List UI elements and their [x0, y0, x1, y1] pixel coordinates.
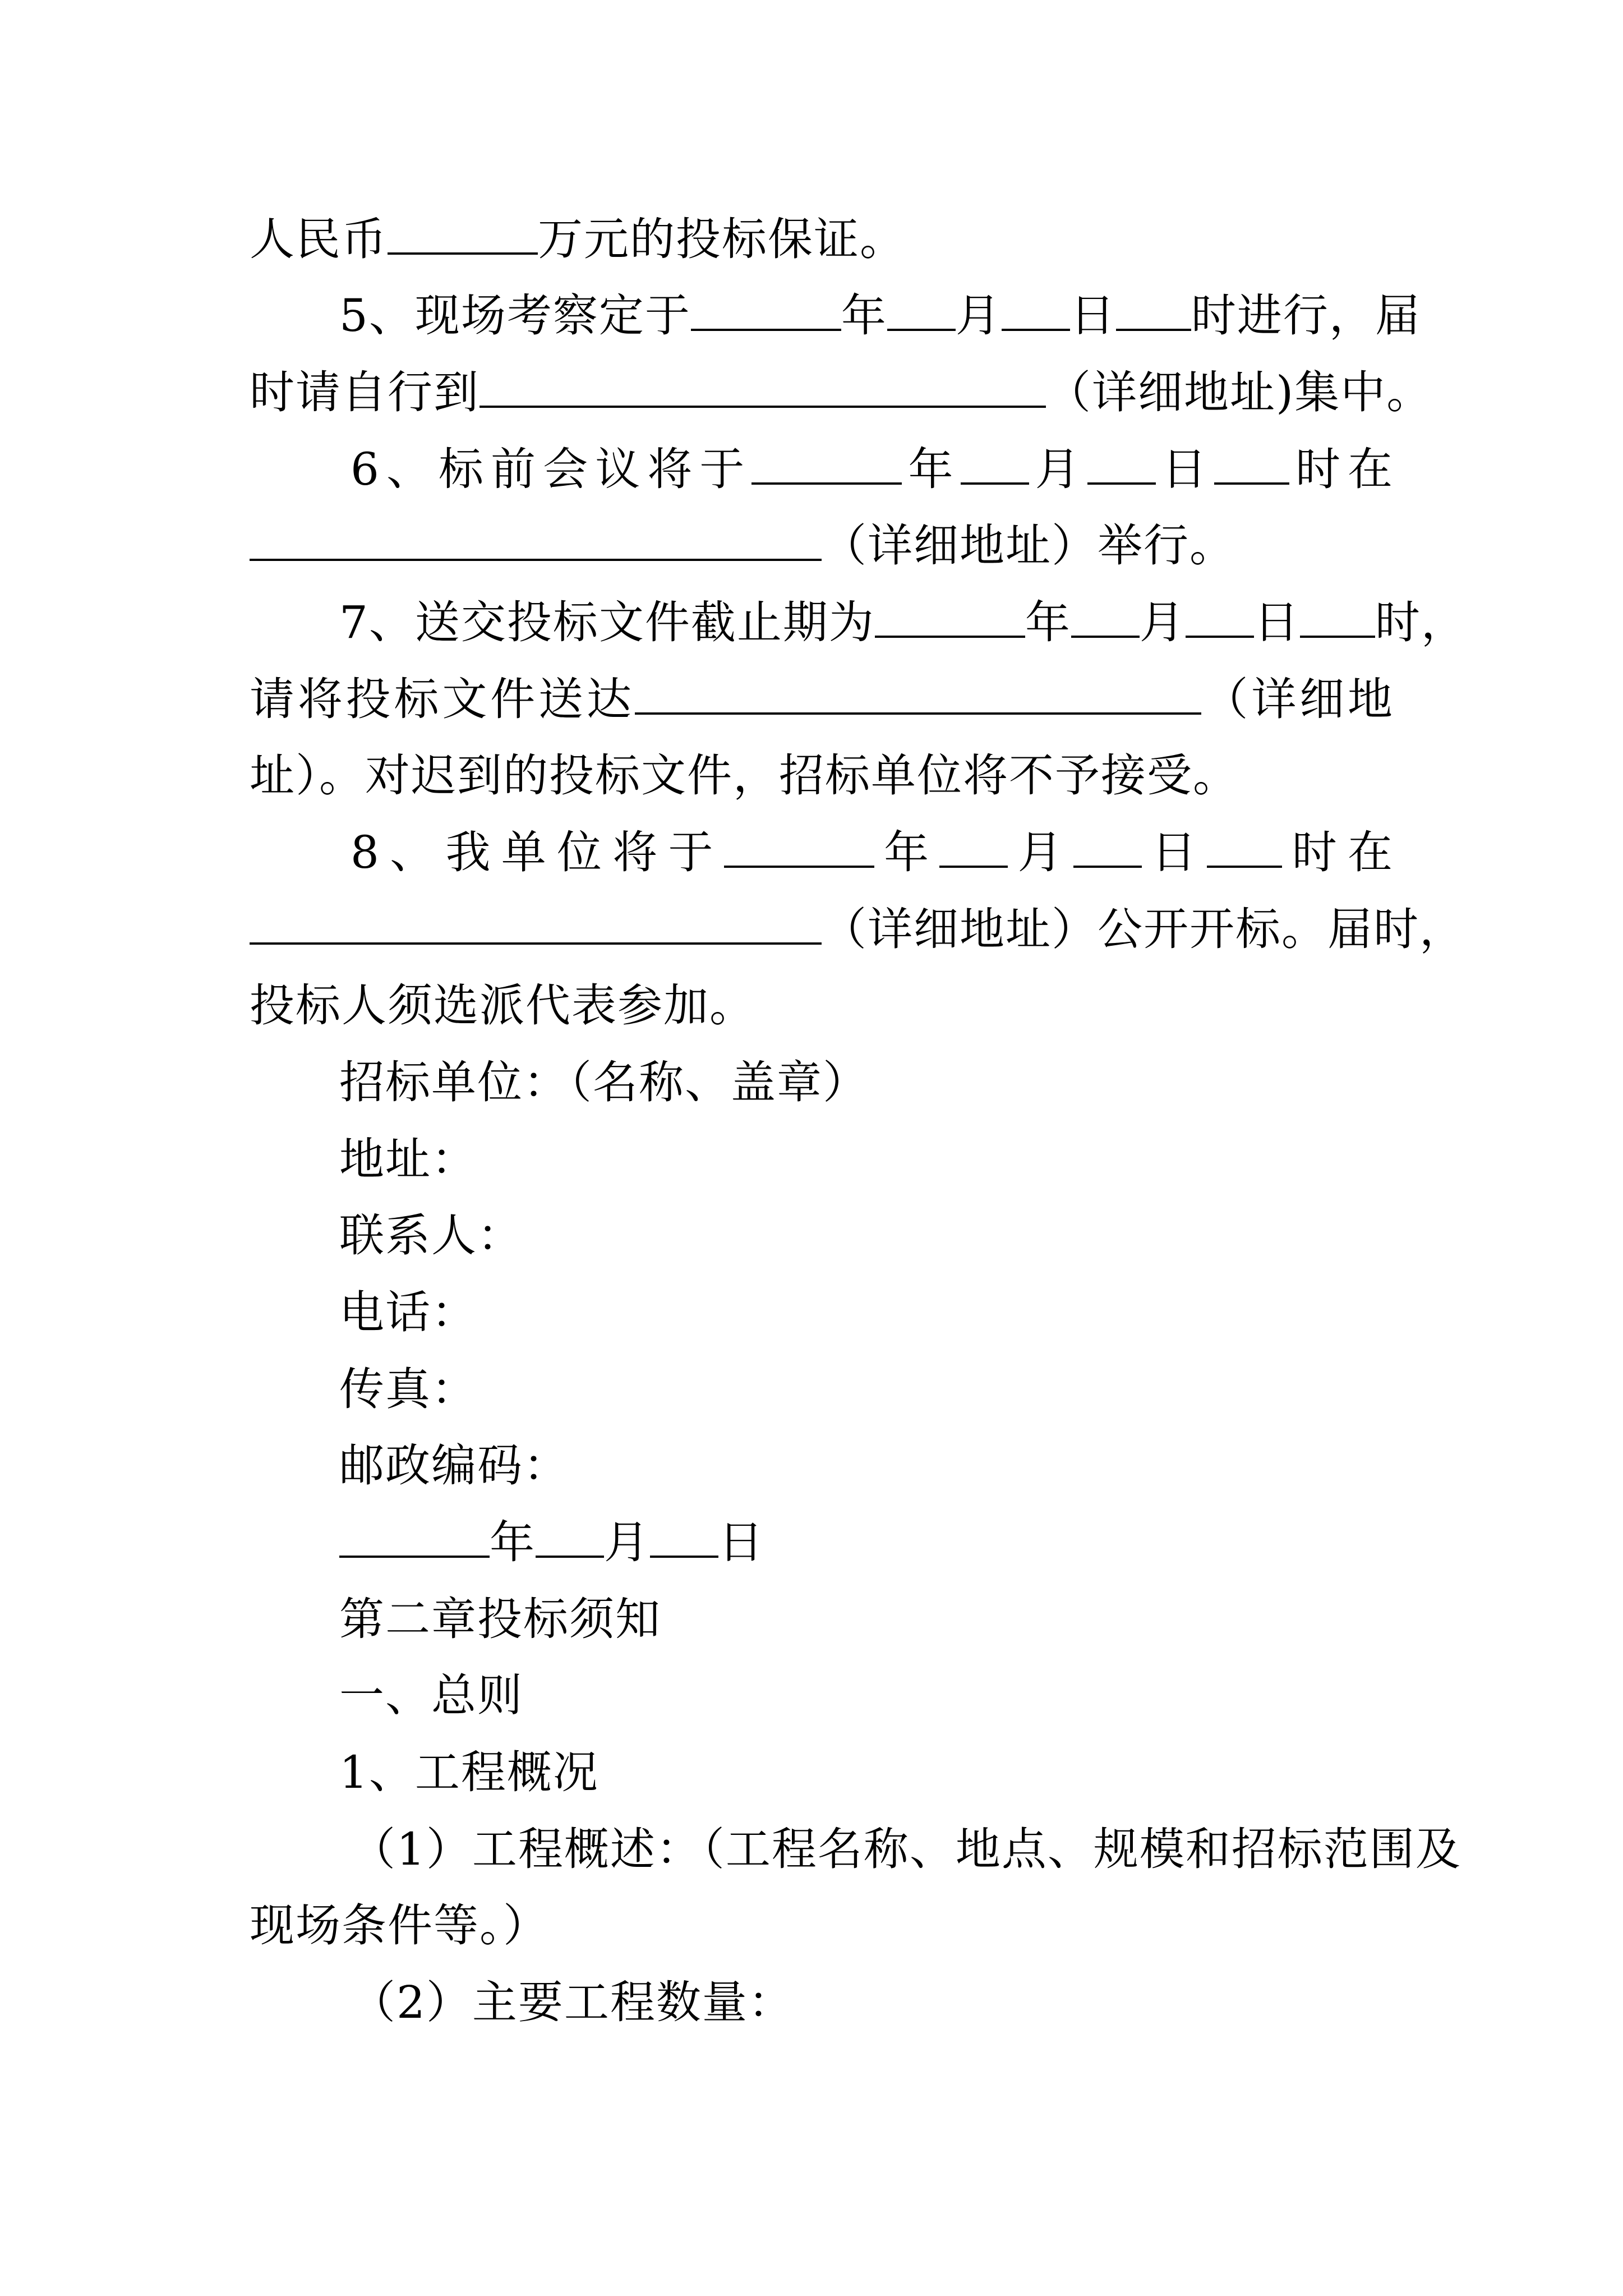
text: 年 [1025, 596, 1071, 648]
text: 月 [1029, 443, 1087, 495]
text: 月 [955, 289, 1002, 342]
blank-hour [1116, 292, 1191, 331]
text: 人民币 [250, 213, 388, 265]
blank-day [650, 1519, 718, 1558]
chapter-title: 第二章投标须知 [339, 1593, 661, 1645]
blank-hour [1207, 829, 1282, 868]
text: 日 [1155, 443, 1214, 495]
text: 日 [718, 1516, 764, 1568]
blank-day [1002, 292, 1070, 331]
text: 投标人须选派代表参加。 [250, 979, 755, 1032]
paragraph-6-line-2 [250, 515, 1394, 577]
blank-hour [1214, 445, 1289, 485]
text: 月 [1008, 826, 1073, 878]
paragraph-7-line-2 [250, 669, 1394, 730]
item-1-2: （2）主要工程数量： [351, 1976, 794, 2028]
text: 日 [1253, 596, 1300, 648]
blank-year [751, 445, 902, 485]
text: （详细地址)集中。 [1046, 366, 1433, 418]
paragraph-7-line-3 [250, 745, 1394, 807]
blank-month [1071, 599, 1140, 638]
blank-hour [1300, 599, 1375, 638]
blank-address [250, 522, 822, 561]
text: 时进行，届 [1191, 289, 1421, 342]
blank-month [536, 1519, 604, 1558]
text: 5、现场考察定于 [339, 289, 691, 342]
paragraph-6-line-1 [351, 439, 1394, 500]
blank-address [250, 905, 822, 945]
blank-year [724, 829, 874, 868]
paragraph-8-line-2 [250, 899, 1465, 960]
blank-day [1073, 829, 1142, 868]
text: 月 [1139, 596, 1186, 648]
blank-address [479, 369, 1046, 408]
signature-postcode: 邮政编码： [339, 1439, 569, 1492]
text: 8、我单位将于 [351, 826, 724, 878]
blank-amount [388, 215, 538, 255]
signature-fax: 传真： [339, 1363, 477, 1415]
signature-address: 地址： [339, 1133, 477, 1185]
text: 7、送交投标文件截止期为 [339, 596, 875, 648]
blank-year [691, 292, 841, 331]
signature-phone: 电话： [339, 1286, 477, 1338]
blank-address [635, 675, 1201, 715]
section-heading: 一、总则 [339, 1669, 523, 1722]
text: 请将投标文件送达 [250, 673, 635, 725]
signature-date [339, 1512, 1394, 1573]
text: 日 [1069, 289, 1116, 342]
blank-day [1186, 599, 1254, 638]
paragraph-5-line-2 [250, 362, 1433, 424]
text: （详细地 [1201, 673, 1394, 725]
blank-year [875, 599, 1025, 638]
text: 月 [604, 1516, 650, 1568]
blank-year [339, 1519, 490, 1558]
blank-month [939, 829, 1008, 868]
paragraph-8-line-3 [250, 975, 1394, 1037]
blank-month [887, 292, 956, 331]
text: 年 [874, 826, 940, 878]
blank-month [961, 445, 1029, 485]
item-1-1: （1）工程概述：（工程名称、地点、规模和招标范围及 [351, 1823, 1461, 1875]
text: 年 [841, 289, 887, 342]
text: （详细地址）举行。 [822, 519, 1235, 572]
signature-unit: 招标单位：（名称、盖章） [339, 1056, 869, 1108]
text: 6、标前会议将于 [351, 443, 752, 495]
paragraph-8-line-1 [351, 822, 1394, 884]
text: 时请自行到 [250, 366, 479, 418]
paragraph-5-line-1 [339, 285, 1421, 347]
text: 时， [1375, 596, 1467, 648]
text: 年 [490, 1516, 536, 1568]
text: 时在 [1289, 443, 1394, 495]
paragraph-7-line-1 [339, 592, 1467, 654]
paragraph-4-tail [250, 209, 1394, 270]
signature-contact: 联系人： [339, 1209, 523, 1262]
item-heading: 1、工程概况 [339, 1746, 599, 1798]
blank-day [1087, 445, 1156, 485]
item-1-1-continued: 现场条件等。） [250, 1899, 549, 1952]
text: （详细地址）公开开标。届时， [822, 903, 1465, 955]
text: 址）。对迟到的投标文件，招标单位将不予接受。 [250, 749, 1239, 802]
text: 日 [1141, 826, 1207, 878]
text: 时在 [1282, 826, 1394, 878]
text: 年 [902, 443, 961, 495]
text: 万元的投标保证。 [538, 213, 906, 265]
